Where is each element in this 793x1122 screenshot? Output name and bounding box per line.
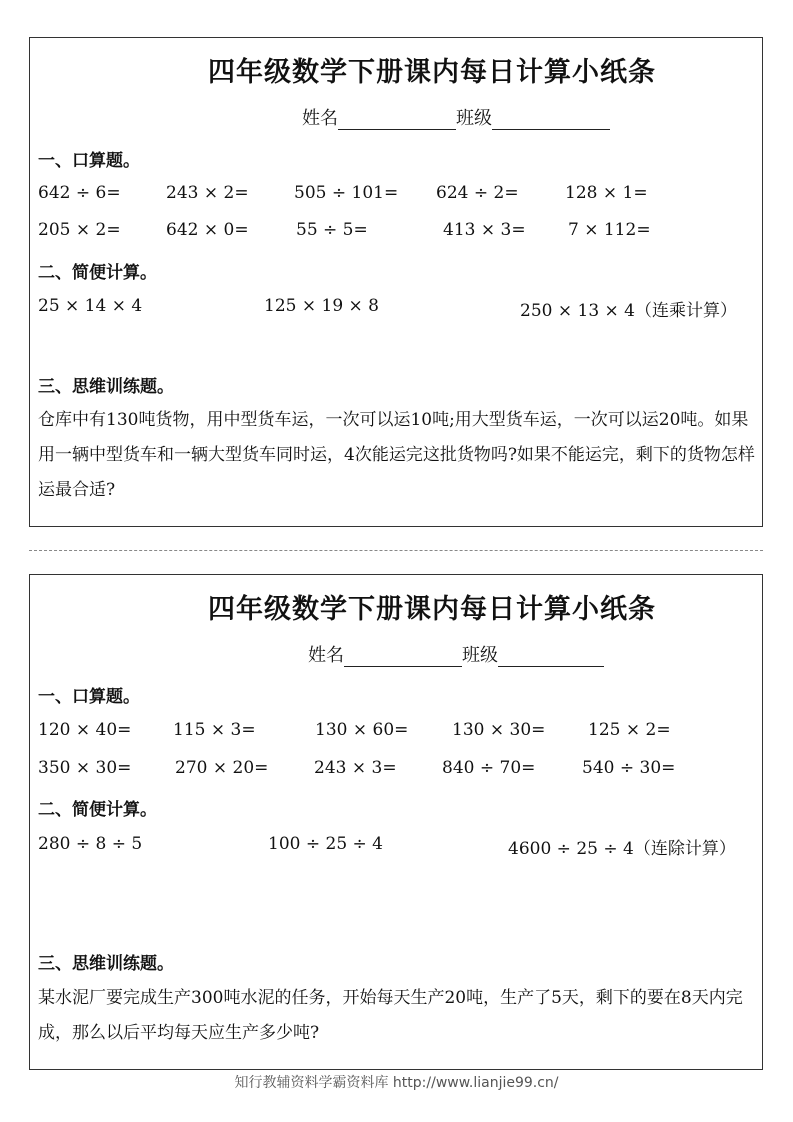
oral-problem: 115 × 3= bbox=[173, 720, 256, 740]
name-class-line bbox=[30, 104, 762, 130]
oral-problem: 624 ÷ 2= bbox=[436, 183, 519, 203]
worksheet-card-1 bbox=[29, 37, 763, 527]
oral-problem: 243 × 2= bbox=[166, 183, 249, 203]
simple-problem: 280 ÷ 8 ÷ 5 bbox=[38, 834, 143, 854]
simple-problem: 125 × 19 × 8 bbox=[264, 296, 379, 316]
section-thinking-heading: 三、思维训练题。 bbox=[38, 954, 174, 974]
oral-problem: 413 × 3= bbox=[443, 220, 526, 240]
class-label: 班级 bbox=[456, 108, 492, 129]
oral-problem: 7 × 112= bbox=[568, 220, 651, 240]
oral-problem: 125 × 2= bbox=[588, 720, 671, 740]
worksheet-title: 四年级数学下册课内每日计算小纸条 bbox=[208, 57, 656, 88]
name-label: 姓名 bbox=[302, 108, 338, 129]
footer-watermark: 知行教辅资料学霸资料库 http://www.lianjie99.cn/ bbox=[234, 1075, 559, 1091]
oral-problem: 205 × 2= bbox=[38, 220, 121, 240]
oral-problem: 642 × 0= bbox=[166, 220, 249, 240]
oral-problem: 130 × 60= bbox=[315, 720, 409, 740]
section-thinking-heading: 三、思维训练题。 bbox=[38, 377, 174, 397]
simple-problem: 25 × 14 × 4 bbox=[38, 296, 143, 316]
oral-problem: 505 ÷ 101= bbox=[294, 183, 399, 203]
class-blank[interactable] bbox=[492, 109, 610, 130]
oral-problem: 243 × 3= bbox=[314, 758, 397, 778]
section-oral-heading: 一、口算题。 bbox=[38, 687, 140, 707]
word-problem: 某水泥厂要完成生产300吨水泥的任务，开始每天生产20吨，生产了5天，剩下的要在8天内完成，那么以后平均每天应生产多少吨? bbox=[38, 988, 743, 1043]
oral-problem: 55 ÷ 5= bbox=[296, 220, 368, 240]
section-simple-heading: 二、简便计算。 bbox=[38, 800, 157, 820]
oral-problem: 642 ÷ 6= bbox=[38, 183, 121, 203]
simple-problem: 4600 ÷ 25 ÷ 4（连除计算） bbox=[508, 839, 736, 859]
oral-problem: 350 × 30= bbox=[38, 758, 132, 778]
oral-problem: 128 × 1= bbox=[565, 183, 648, 203]
name-label: 姓名 bbox=[308, 645, 344, 666]
section-simple-heading: 二、简便计算。 bbox=[38, 263, 157, 283]
name-blank[interactable] bbox=[338, 109, 456, 130]
worksheet-title: 四年级数学下册课内每日计算小纸条 bbox=[208, 594, 656, 625]
simple-problem: 250 × 13 × 4（连乘计算） bbox=[520, 301, 737, 321]
class-label: 班级 bbox=[462, 645, 498, 666]
cut-line bbox=[29, 550, 763, 551]
simple-problem: 100 ÷ 25 ÷ 4 bbox=[268, 834, 383, 854]
oral-problem: 840 ÷ 70= bbox=[442, 758, 536, 778]
class-blank[interactable] bbox=[498, 646, 604, 667]
name-blank[interactable] bbox=[344, 646, 462, 667]
word-problem: 仓库中有130吨货物，用中型货车运，一次可以运10吨;用大型货车运，一次可以运20吨。如果用一辆中型货车和一辆大型货车同时运，4次能运完这批货物吗?如果不能运完，剩下的货物怎样运最合适? bbox=[38, 410, 755, 500]
section-oral-heading: 一、口算题。 bbox=[38, 151, 140, 171]
oral-problem: 130 × 30= bbox=[452, 720, 546, 740]
worksheet-card-2 bbox=[29, 574, 763, 1070]
oral-problem: 120 × 40= bbox=[38, 720, 132, 740]
oral-problem: 540 ÷ 30= bbox=[582, 758, 676, 778]
oral-problem: 270 × 20= bbox=[175, 758, 269, 778]
name-class-line bbox=[30, 641, 762, 667]
